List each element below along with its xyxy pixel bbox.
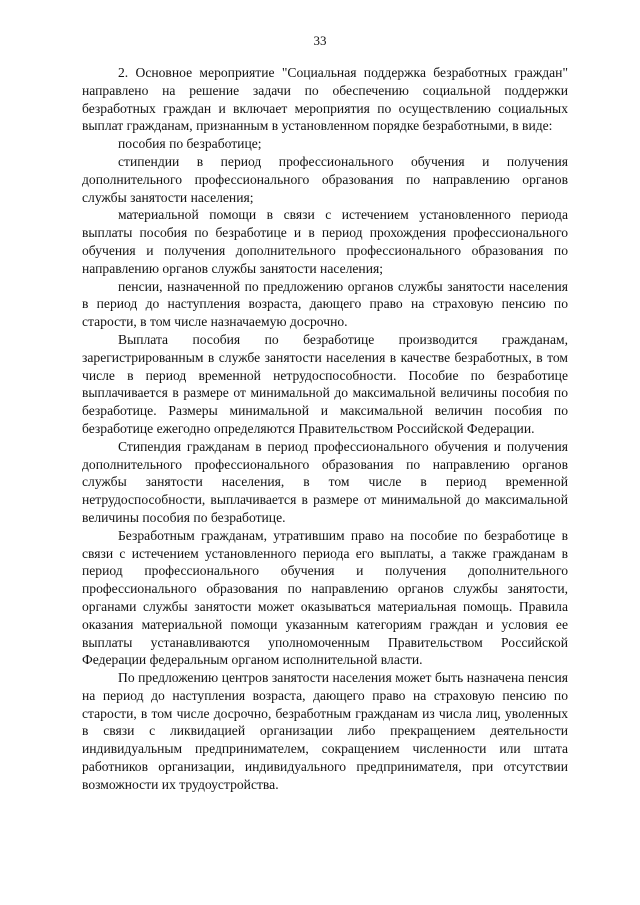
paragraph-benefit-payment: Выплата пособия по безработице производится гражданам, зарегистрированным в службе занятости населения в качестве безработных, в том числе в период временной нетрудоспособности. Пособие по безработице выплачивается в размере от минимальной до максимальной величины пособия по безработице. Размеры минимальной и максимальной величин пособия по безработице ежегодно определяются Правительством Российской Федерации.: [82, 331, 568, 436]
list-item-unemployment-benefit: пособия по безработице;: [118, 136, 262, 152]
paragraph-material-aid: Безработным гражданам, утратившим право на пособие по безработице в связи с истечением установленного периода его выплаты, а также гражданам в период профессионального обучения и получения дополнительного профессионального образования по направлению органов службы занятости, органами службы занятости может оказываться материальная помощь. Правила оказания материальной помощи указанным категориям граждан и условия ее выплаты устанавливаются уполномоченным Правительством Российской Федерации федеральным органом исполнительной власти.: [82, 527, 568, 668]
list-item-material-aid: материальной помощи в связи с истечением установленного периода выплаты пособия по безработице и в период прохождения профессионального обучения и получения дополнительного профессионального образования по направлению органов службы занятости населения;: [82, 207, 568, 276]
paragraph-early-pension: По предложению центров занятости населения может быть назначена пенсия на период до наступления возраста, дающего право на страховую пенсию по старости, в том числе досрочно, безработным гражданам из числа лиц, уволенных в связи с ликвидацией организации либо прекращением деятельности индивидуальным предпринимателем, сокращением численности или штата работников организации, индивидуального предпринимателя, при отсутствии возможности их трудоустройства.: [82, 670, 568, 792]
list-item-pension: пенсии, назначенной по предложению органов службы занятости населения в период до наступления возраста, дающего право на страховую пенсию по старости, в том числе назначаемую досрочно.: [82, 278, 568, 330]
document-body: [82, 64, 568, 794]
list-item-stipend: стипендии в период профессионального обучения и получения дополнительного профессионального образования по направлению органов службы занятости населения;: [82, 153, 568, 205]
paragraph-stipend-payment: Стипендия гражданам в период профессионального обучения и получения дополнительного профессионального образования по направлению органов службы занятости населения, в том числе в период временной нетрудоспособности, выплачивается в размере от минимальной до максимальной величины пособия по безработице.: [82, 438, 568, 525]
paragraph-main-activity: 2. Основное мероприятие "Социальная поддержка безработных граждан" направлено на решение задачи по обеспечению социальной поддержки безработных граждан и включает мероприятия по осуществлению социальных выплат гражданам, признанным в установленном порядке безработными, в виде:: [82, 65, 568, 134]
page-number: 33: [313, 33, 327, 48]
